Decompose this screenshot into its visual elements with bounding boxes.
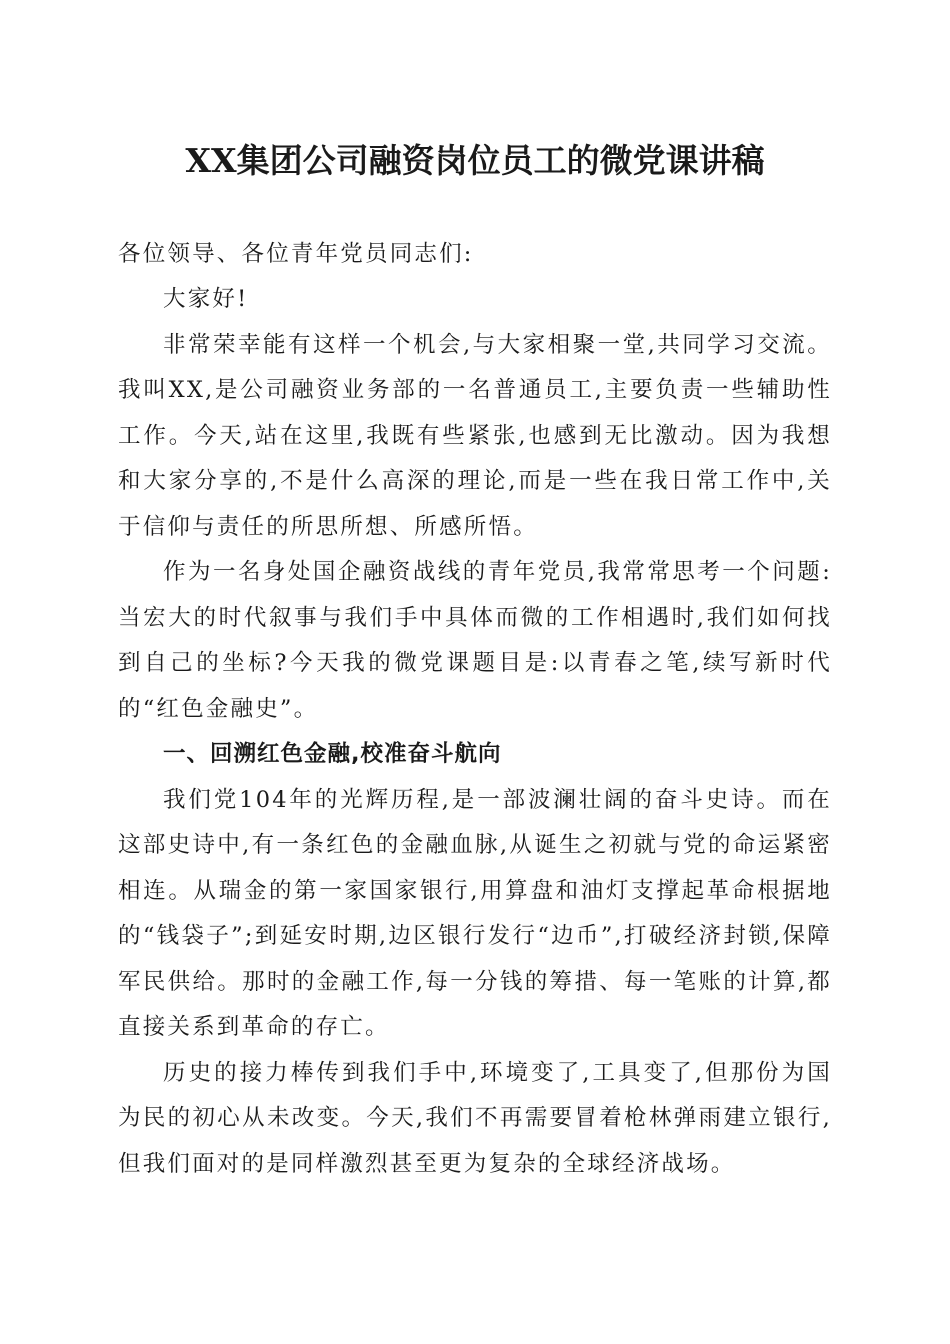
- paragraph-relay: 历史的接力棒传到我们手中,环境变了,工具变了,但那份为国为民的初心从未改变。今天,我们不再需要冒着枪林弹雨建立银行,但我们面对的是同样激烈甚至更为复杂的全球经济战场。: [118, 1059, 832, 1177]
- paragraph-intro: 非常荣幸能有这样一个机会,与大家相聚一堂,共同学习交流。我叫XX,是公司融资业务部的一名普通员工,主要负责一些辅助性工作。今天,站在这里,我既有些紧张,也感到无比激动。因为我想和大家分享的,不是什么高深的理论,而是一些在我日常工作中,关于信仰与责任的所思所想、所感所悟。: [118, 331, 832, 540]
- salutation: 各位领导、各位青年党员同志们:: [118, 241, 474, 267]
- paragraph-topic: 作为一名身处国企融资战线的青年党员,我常常思考一个问题:当宏大的时代叙事与我们手中具体而微的工作相遇时,我们如何找到自己的坐标?今天我的微党课题目是:以青春之笔,续写新时代的“红色金融史”。: [118, 559, 832, 722]
- document-body: [118, 232, 832, 1187]
- document-title: XX集团公司融资岗位员工的微党课讲稿: [185, 141, 765, 180]
- paragraph-history: 我们党104年的光辉历程,是一部波澜壮阔的奋斗史诗。而在这部史诗中,有一条红色的金融血脉,从诞生之初就与党的命运紧密相连。从瑞金的第一家国家银行,用算盘和油灯支撑起革命根据地的“钱袋子”;到延安时期,边区银行发行“边币”,打破经济封锁,保障军民供给。那时的金融工作,每一分钱的筹措、每一笔账的计算,都直接关系到革命的存亡。: [118, 786, 832, 1040]
- section-heading: 一、回溯红色金融,校准奋斗航向: [163, 741, 502, 767]
- greeting: 大家好!: [163, 286, 249, 312]
